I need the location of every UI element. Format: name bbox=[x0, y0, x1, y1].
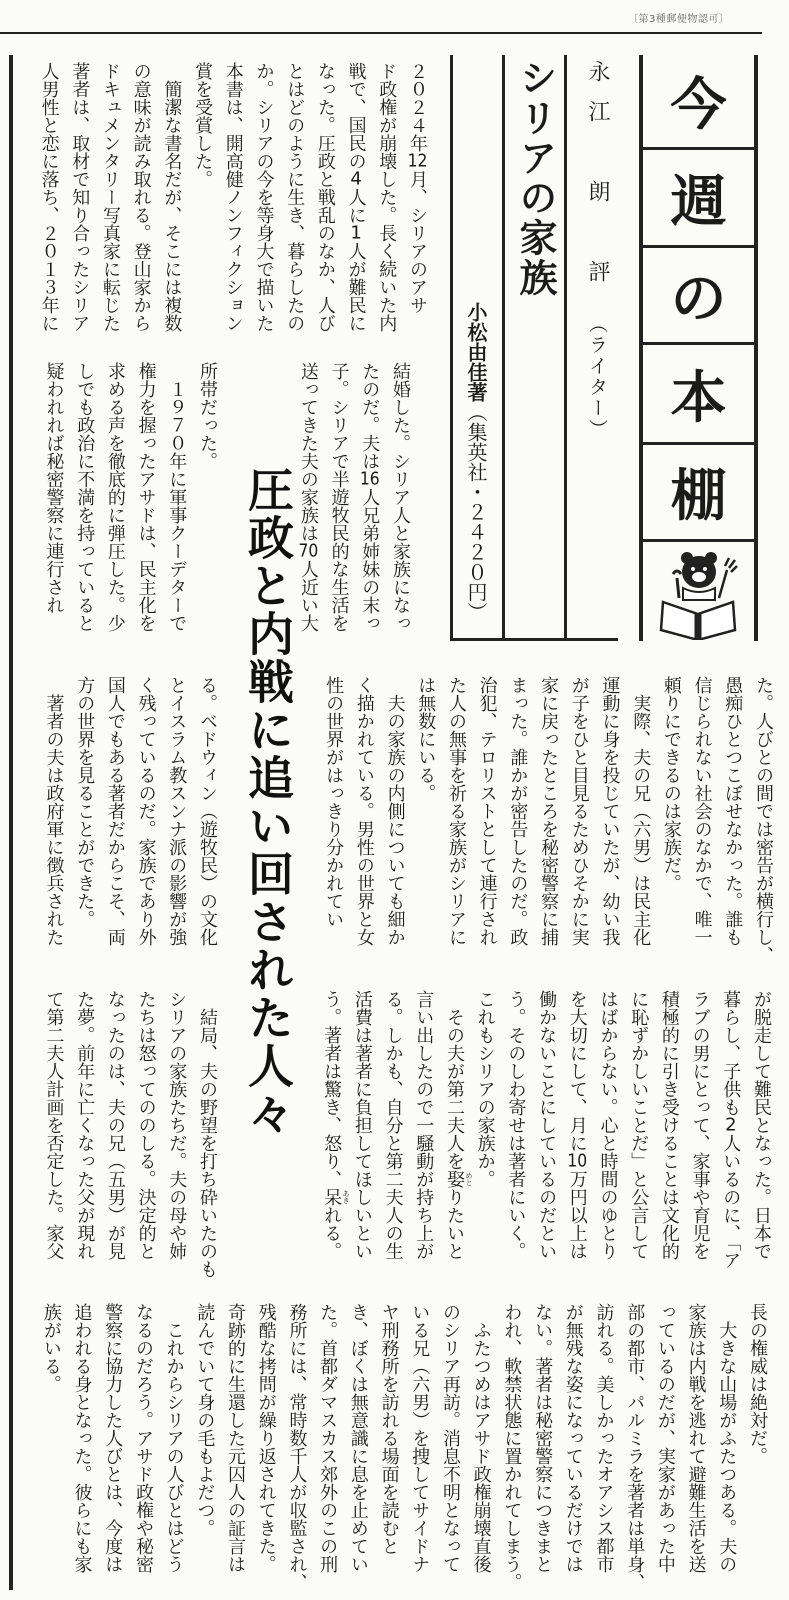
text-column: 家に戻ったところを秘密警察に捕 bbox=[538, 676, 560, 946]
text-column: はばからない。心と時間のゆとり bbox=[597, 990, 619, 1260]
text-column: 愚痴ひとつこぼせなかった。誰も bbox=[722, 676, 744, 946]
text-column: 性の世界がはっきり分かれてい bbox=[323, 676, 345, 928]
text-column: 運動に身を投じていたが、幼い我 bbox=[599, 676, 621, 946]
text-column: のシリア再訪。消息不明となって bbox=[439, 1303, 461, 1573]
text-column: 言い出したので一騒動が持ち上が bbox=[413, 990, 435, 1260]
text-column: 族がいる。 bbox=[40, 1303, 62, 1393]
text-column: た人の無事を祈る家族がシリアに bbox=[445, 676, 467, 946]
reviewer-role: （ライター） bbox=[586, 314, 608, 440]
text-column: なった。圧政と戦乱のなか、人び bbox=[314, 62, 336, 332]
text-column: た。人びとの間では密告が横行し、 bbox=[753, 676, 774, 964]
text-column: １９７０年に軍事クーデターで bbox=[166, 362, 188, 632]
postal-notice: 〔第3種郵便物認可〕 bbox=[628, 14, 730, 25]
text-column: ２０２４年12月、シリアのアサ bbox=[407, 62, 428, 314]
text-column: に恥ずかしいことだ」と公言して bbox=[628, 990, 650, 1260]
text-column: 家族は内戦を逃れて避難生活を送 bbox=[685, 1303, 707, 1573]
text-column: これからシリアの人びとはどう bbox=[163, 1303, 185, 1573]
text-column: っているのだが、実家があった中 bbox=[654, 1303, 676, 1573]
divider-line bbox=[564, 55, 567, 641]
text-column: を大切にして、月に10万円以上は bbox=[566, 990, 588, 1260]
text-column: 頼りにできるのは家族だ。 bbox=[660, 676, 682, 892]
text-column: く描かれている。男性の世界と女 bbox=[353, 676, 375, 946]
text-column: 治犯、テロリストとして連行され bbox=[476, 676, 498, 946]
text-column: 子。シリアで半遊牧民的な生活を bbox=[328, 362, 350, 632]
text-column: が無残な姿になっているだけでは bbox=[562, 1303, 584, 1573]
text-column: 追われる身となった。彼らにも家 bbox=[71, 1303, 93, 1573]
text-column: 実際、夫の兄（六男）は民主化 bbox=[630, 676, 652, 946]
text-column: 結局、夫の野望を打ち砕いたのも bbox=[197, 990, 218, 1278]
divider-line bbox=[450, 55, 453, 641]
text-column: 賞を受賞した。 bbox=[192, 62, 214, 188]
text-column: いる兄（六男）を捜してサイドナ bbox=[409, 1303, 431, 1573]
text-column: シリアの家族たちだ。夫の母や姉 bbox=[166, 990, 188, 1260]
text-column: まった。誰かが密告したのだ。政 bbox=[507, 676, 529, 946]
text-column: なったのは、夫の兄（五男）が見 bbox=[104, 990, 126, 1260]
text-column: 著者の夫は政府軍に徴兵された bbox=[43, 676, 65, 946]
text-column: 著者は、取材で知り合ったシリア bbox=[69, 62, 91, 332]
text-column: 送ってきた夫の家族は70人近い大 bbox=[297, 362, 319, 632]
text-column: たちは怒ってののしる。決定的と bbox=[135, 990, 157, 1260]
text-column: が脱走して難民となった。日本で bbox=[751, 990, 772, 1260]
text-column: 信じられない社会のなかで、唯一 bbox=[691, 676, 713, 946]
text-column: 国人でもある著者だからこそ、両 bbox=[104, 676, 126, 946]
top-rule bbox=[0, 32, 762, 34]
reviewer-byline bbox=[582, 60, 612, 440]
body-text-block bbox=[38, 676, 222, 952]
book-title: シリアの家族 bbox=[513, 58, 557, 298]
text-column: 読んでいて身の毛もよだつ。 bbox=[194, 1303, 216, 1537]
text-column: ない。著者は秘密警察につきまと bbox=[532, 1303, 554, 1573]
text-column: ふたつめはアサド政権崩壊直後 bbox=[470, 1303, 492, 1573]
text-column: 暮らし、子供も2人いるのに、「ア bbox=[720, 990, 742, 1269]
text-column: とイスラム教スンナ派の影響が強 bbox=[166, 676, 188, 946]
text-column: 残酷な拷問が繰り返されてきた。 bbox=[255, 1303, 277, 1573]
corner-char: の bbox=[641, 248, 756, 345]
header-bottom-rule bbox=[450, 638, 618, 641]
text-column: 人男性と恋に落ち、２０１３年に bbox=[38, 62, 60, 332]
corner-char: 本 bbox=[641, 345, 756, 445]
text-column: 活費は著者に負担してほしいとい bbox=[351, 990, 373, 1260]
text-column: 所帯だった。 bbox=[197, 362, 218, 470]
text-column: 簡潔な書名だが、そこには複数 bbox=[161, 62, 183, 332]
text-column: なるのだろう。アサド政権や秘密 bbox=[132, 1303, 154, 1573]
divider-line bbox=[502, 55, 505, 641]
text-column: く残っているのだ。家族であり外 bbox=[135, 676, 157, 946]
text-column: る。しかも、自分と第二夫人の生 bbox=[382, 990, 404, 1260]
body-text-block bbox=[33, 62, 432, 338]
text-column: 務所には、常時数千人が収監され、 bbox=[286, 1303, 308, 1591]
text-column: 訪れる。美しかったオアシス都市 bbox=[593, 1303, 615, 1573]
text-column: 権力を握ったアサドは、民主化を bbox=[135, 362, 157, 632]
bear-reading-book-icon bbox=[643, 544, 754, 640]
reviewer-name: 永江 朗 評 bbox=[585, 60, 610, 300]
text-column: て第二夫人計画を否定した。家父 bbox=[43, 990, 65, 1260]
book-author: 小松由佳著 bbox=[464, 302, 488, 402]
text-column: が子をひと目見るためひそかに実 bbox=[568, 676, 590, 946]
text-column: た夢。前年に亡くなった父が現れ bbox=[74, 990, 96, 1260]
text-column: その夫が第二夫人を娶りたいと bbox=[443, 990, 465, 1260]
corner-char: 今 bbox=[641, 55, 756, 150]
text-column: は無数にいる。 bbox=[415, 676, 437, 802]
text-column: とはどのように生き、暮らしたの bbox=[284, 62, 306, 332]
text-column: 奇跡的に生還した元囚人の証言は bbox=[225, 1303, 247, 1573]
left-border-rule bbox=[9, 55, 13, 1590]
corner-char: 週 bbox=[641, 150, 756, 248]
text-column: ヤ刑務所を訪れる場面を読むと bbox=[378, 1303, 400, 1555]
furigana: めと bbox=[465, 1172, 473, 1186]
text-column: 求める声を徹底的に弾圧した。少 bbox=[104, 362, 126, 632]
body-text-block bbox=[38, 990, 222, 1278]
article-headline: 圧政と内戦に追い回された人々 bbox=[241, 466, 295, 1138]
text-column: これもシリアの家族か。 bbox=[474, 990, 496, 1188]
text-column: 部の都市、パルミラを著者は単身、 bbox=[624, 1303, 646, 1591]
text-column: 方の世界を見ることができた。 bbox=[74, 676, 96, 928]
furigana: あき bbox=[342, 1190, 350, 1204]
text-column: う。著者は驚き、怒り、呆れる。 bbox=[321, 990, 343, 1260]
text-column: われ、軟禁状態に置かれてしまう。 bbox=[501, 1303, 523, 1591]
text-column: 戦で、国民の4人に1人が難民に bbox=[345, 62, 367, 332]
text-column: う。そのしわ寄せは著者にいく。 bbox=[505, 990, 527, 1260]
text-column: 積極的に引き受けることは文化的 bbox=[658, 990, 680, 1260]
text-column: か。シリアの今を等身大で描いた bbox=[253, 62, 275, 332]
text-column: 疑われれば秘密警察に連行され bbox=[43, 362, 65, 614]
text-column: 夫の家族の内側についても細か bbox=[384, 676, 406, 946]
text-column: しでも政治に不満を持っていると bbox=[74, 362, 96, 632]
book-publisher-price: （集英社・２４２０円） bbox=[464, 402, 488, 622]
body-text-block bbox=[292, 362, 415, 638]
body-text-block bbox=[317, 676, 778, 964]
text-column: き、ぼくは無意識に息を止めてい bbox=[347, 1303, 369, 1573]
text-column: ラブの男にとって、家事や育児を bbox=[689, 990, 711, 1260]
text-column: た。首都ダマスカス郊外のこの刑 bbox=[317, 1303, 339, 1573]
text-column: ド政権が崩壊した。長く続いた内 bbox=[376, 62, 398, 332]
text-column: 長の権威は絶対だ。 bbox=[747, 1303, 768, 1465]
text-column: の意味が読み取れる。登山家から bbox=[130, 62, 152, 332]
corner-char: 棚 bbox=[641, 445, 756, 542]
text-column: 結婚した。シリア人と家族になっ bbox=[390, 362, 411, 632]
text-column: 働かないことにしているのだとい bbox=[536, 990, 558, 1260]
book-info bbox=[462, 302, 490, 622]
body-text-block bbox=[35, 1303, 772, 1591]
text-column: たのだ。夫は16人兄弟姉妹の末っ bbox=[359, 362, 381, 632]
body-text-block bbox=[38, 362, 222, 638]
text-column: ドキュメンタリー写真家に転じた bbox=[99, 62, 121, 332]
text-column: 警察に協力した人びとは、今度は bbox=[102, 1303, 124, 1573]
text-column: 本書は、開高健ノンフィクション bbox=[222, 62, 244, 332]
text-column: る。ベドウィン（遊牧民）の文化 bbox=[197, 676, 218, 946]
body-text-block bbox=[315, 990, 776, 1269]
text-column: 大きな山場がふたつある。夫の bbox=[716, 1303, 738, 1573]
